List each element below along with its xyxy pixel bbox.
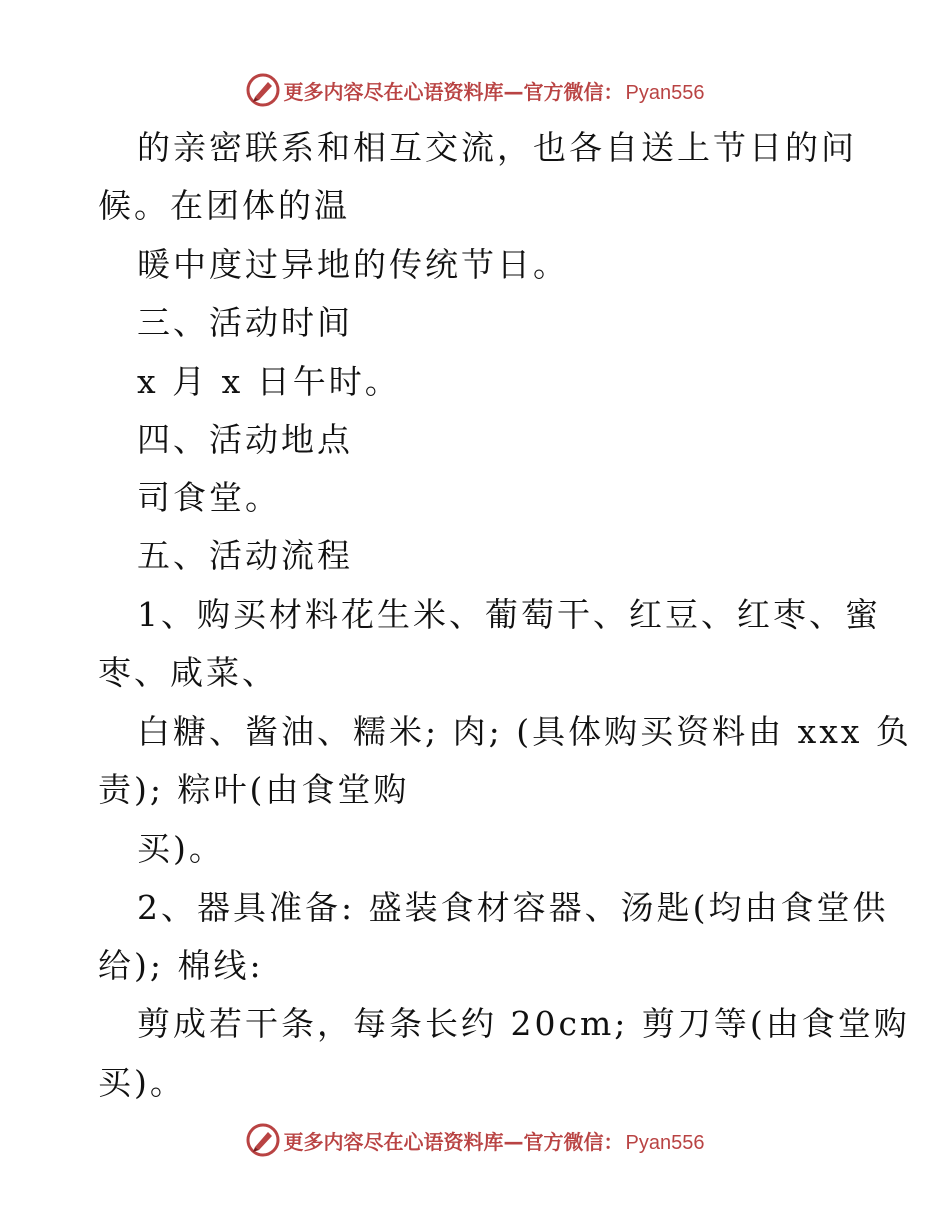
watermark-id: Pyan556 — [625, 1131, 705, 1154]
text-line: 给); 棉线: — [98, 946, 264, 985]
watermark-text: 更多内容尽在心语资料库—官方微信： — [283, 1129, 624, 1154]
text-line: 白糖、酱油、糯米; 肉; (具体购买资料由 xxx 负 — [137, 712, 912, 751]
footer-watermark — [0, 1120, 950, 1160]
text-line: 枣、咸菜、 — [98, 653, 278, 692]
pen-logo-icon — [246, 1123, 280, 1157]
text-line: 候。在团体的温 — [98, 186, 350, 225]
section-heading: 五、活动流程 — [137, 536, 353, 575]
text-line: 买)。 — [98, 1063, 186, 1102]
text-line: 2、器具准备: 盛装食材容器、汤匙(均由食堂供 — [137, 888, 889, 927]
section-heading: 四、活动地点 — [137, 420, 353, 459]
text-line: 的亲密联系和相互交流，也各自送上节日的问 — [137, 128, 857, 167]
watermark-id: Pyan556 — [625, 81, 705, 104]
text-line: 剪成若干条，每条长约 20cm; 剪刀等(由食堂购 — [137, 1004, 910, 1043]
text-line: 买)。 — [137, 829, 225, 868]
text-line: 1、购买材料花生米、葡萄干、红豆、红枣、蜜 — [137, 595, 881, 634]
text-line: x 月 x 日午时。 — [137, 362, 401, 401]
header-watermark — [0, 70, 950, 110]
text-line: 责); 粽叶(由食堂购 — [98, 770, 410, 809]
watermark-text: 更多内容尽在心语资料库—官方微信： — [283, 79, 624, 104]
pen-logo-icon — [246, 73, 280, 107]
text-line: 司食堂。 — [137, 478, 281, 517]
section-heading: 三、活动时间 — [137, 303, 353, 342]
text-line: 暖中度过异地的传统节日。 — [137, 245, 569, 284]
